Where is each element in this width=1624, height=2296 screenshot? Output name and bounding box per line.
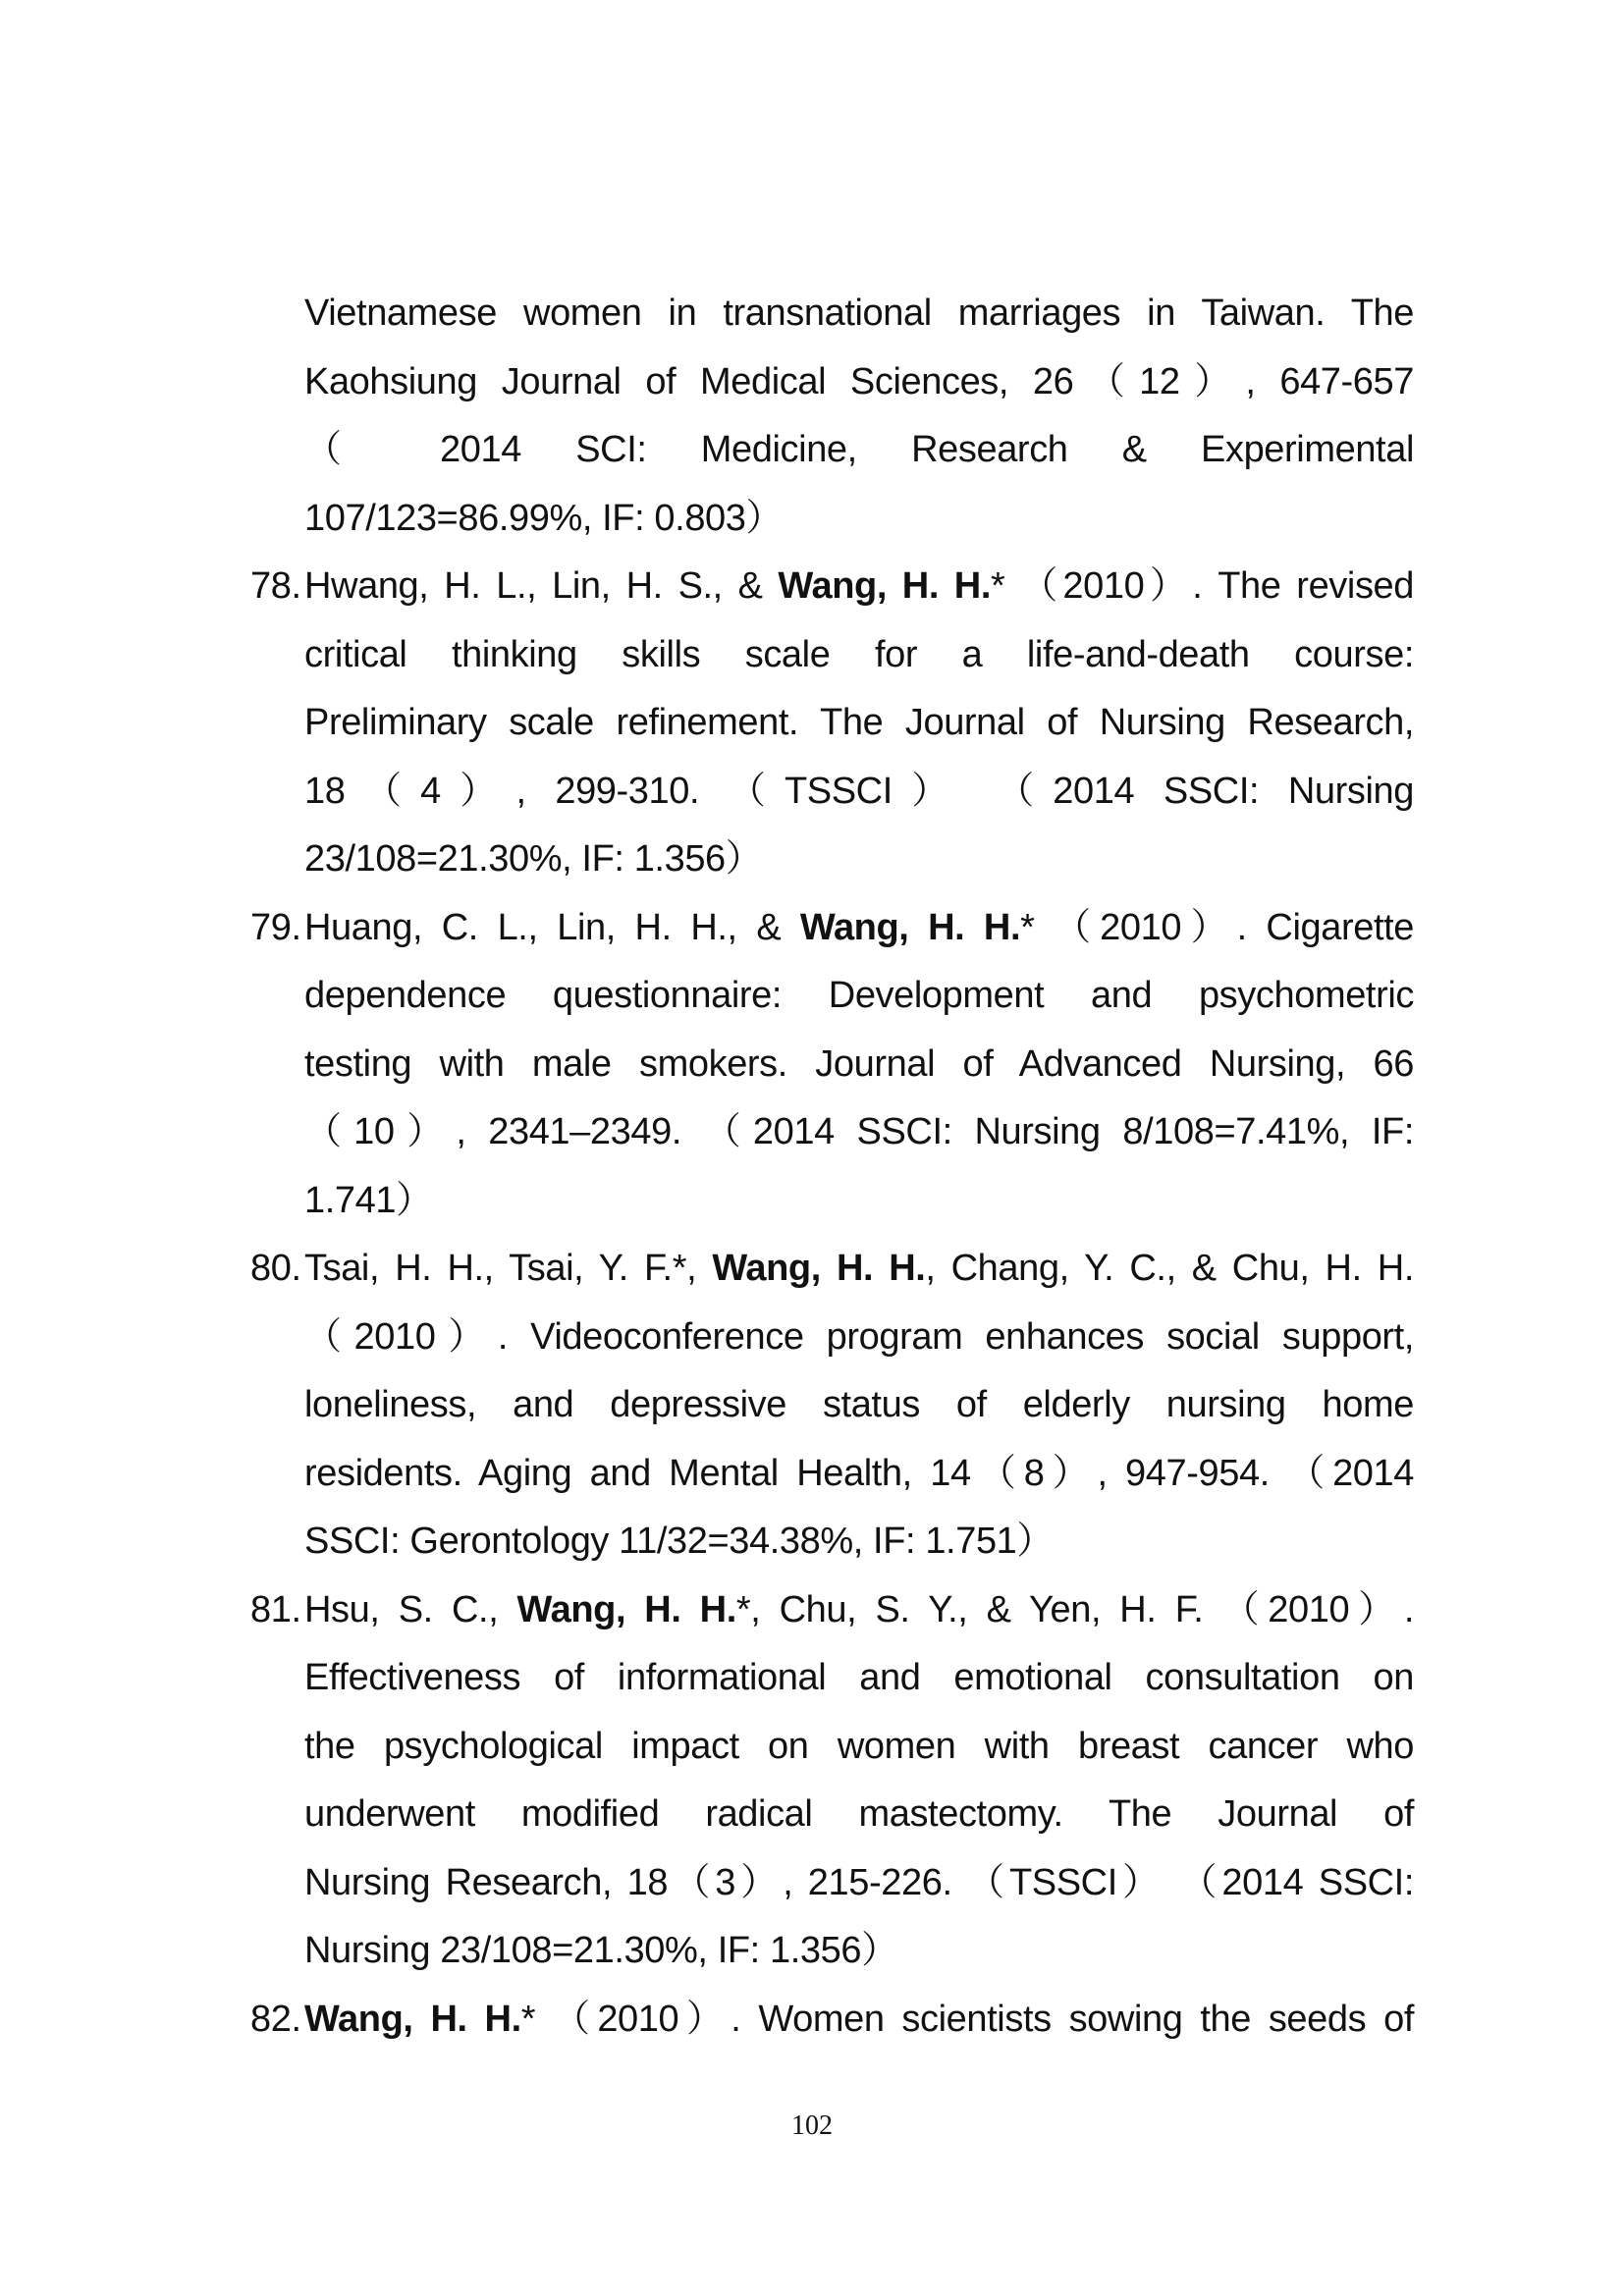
page-number: 102 <box>791 2110 833 2141</box>
reference-number: 82. <box>250 1998 301 2040</box>
reference-text: Tsai, H. H., Tsai, Y. F.*, <box>304 1248 713 1289</box>
reference-text: * （2010）. The revised <box>991 565 1415 607</box>
reference-line <box>304 484 1414 553</box>
reference-number: 78. <box>250 565 301 607</box>
reference-line <box>304 1439 1414 1508</box>
reference-line <box>304 1030 1414 1098</box>
reference-line <box>304 415 1414 484</box>
reference-line <box>304 620 1414 689</box>
reference-line <box>250 1234 1414 1303</box>
reference-line <box>304 1712 1414 1781</box>
reference-text: * （2010）. Women scientists sowing the seeds of <box>520 1998 1415 2040</box>
reference-line <box>304 1780 1414 1848</box>
reference-number: 79. <box>250 906 301 948</box>
reference-text: Kaohsiung Journal of Medical Sciences, 26（12）, 647-657 <box>304 360 1414 402</box>
reference-text: Hsu, S. C., <box>304 1588 517 1630</box>
reference-text: * （2010）. Cigarette <box>1020 906 1414 948</box>
reference-text: 23/108=21.30%, IF: 1.356） <box>304 838 763 880</box>
reference-line <box>304 757 1414 826</box>
reference-text: （2010）. Videoconference program enhances social support, <box>304 1315 1414 1358</box>
reference-text: 1.741） <box>304 1179 433 1221</box>
reference-text: Vietnamese women in transnational marriages in Taiwan. The <box>304 293 1414 334</box>
reference-text: loneliness, and depressive status of elderly nursing home <box>304 1384 1414 1425</box>
reference-text: *, Chu, S. Y., & Yen, H. F. （2010）. <box>735 1588 1414 1630</box>
reference-text: （10）, 2341–2349. （2014 SSCI: Nursing 8/108=7.41%, IF: <box>304 1111 1414 1152</box>
reference-text: 18（4）, 299-310. （TSSCI） （2014 SSCI: Nursing <box>304 770 1414 812</box>
author-highlight: Wang, H. H. <box>799 906 1021 948</box>
reference-line <box>304 1916 1414 1985</box>
reference-line <box>304 1507 1414 1575</box>
reference-line <box>304 825 1414 893</box>
reference-number: 81. <box>250 1588 301 1630</box>
reference-line <box>304 1097 1414 1166</box>
reference-line <box>304 1303 1414 1371</box>
reference-text: Nursing 23/108=21.30%, IF: 1.356） <box>304 1930 898 1971</box>
reference-line <box>304 961 1414 1030</box>
reference-text: dependence questionnaire: Development and psychometric <box>304 975 1414 1016</box>
reference-line <box>304 1370 1414 1439</box>
reference-text: testing with male smokers. Journal of Advanced Nursing, 66 <box>304 1042 1414 1085</box>
reference-line <box>304 688 1414 757</box>
reference-text: Preliminary scale refinement. The Journal of Nursing Research, <box>304 702 1414 743</box>
author-highlight: Wang, H. H. <box>304 1998 521 2040</box>
reference-text: Nursing Research, 18（3）, 215-226. （TSSCI） （2014 SSCI: <box>304 1861 1414 1903</box>
reference-text: underwent modified radical mastectomy. The Journal of <box>304 1793 1414 1835</box>
reference-line <box>304 347 1414 416</box>
reference-text: , Chang, Y. C., & Chu, H. H. <box>925 1248 1414 1289</box>
reference-line <box>304 279 1414 347</box>
reference-text: （ 2014 SCI: Medicine, Research & Experimental <box>304 429 1414 470</box>
reference-line <box>250 1575 1414 1644</box>
reference-text: Huang, C. L., Lin, H. H., & <box>304 906 800 948</box>
author-highlight: Wang, H. H. <box>516 1588 736 1630</box>
reference-line <box>250 552 1414 620</box>
reference-text: critical thinking skills scale for a life-and-death course: <box>304 633 1414 675</box>
reference-text: Hwang, H. L., Lin, H. S., & <box>304 565 779 607</box>
reference-line <box>250 1985 1414 2054</box>
reference-line <box>304 1848 1414 1917</box>
reference-text: 107/123=86.99%, IF: 0.803） <box>304 497 784 539</box>
reference-text: residents. Aging and Mental Health, 14（8）, 947-954. （2014 <box>304 1452 1414 1494</box>
reference-text: SSCI: Gerontology 11/32=34.38%, IF: 1.751） <box>304 1521 1055 1562</box>
reference-line <box>304 1166 1414 1235</box>
reference-text: the psychological impact on women with breast cancer who <box>304 1725 1414 1767</box>
reference-text: Effectiveness of informational and emotional consultation on <box>304 1657 1414 1698</box>
author-highlight: Wang, H. H. <box>778 565 991 607</box>
reference-line <box>250 893 1414 962</box>
reference-line <box>304 1643 1414 1712</box>
reference-number: 80. <box>250 1248 301 1289</box>
author-highlight: Wang, H. H. <box>712 1248 926 1289</box>
